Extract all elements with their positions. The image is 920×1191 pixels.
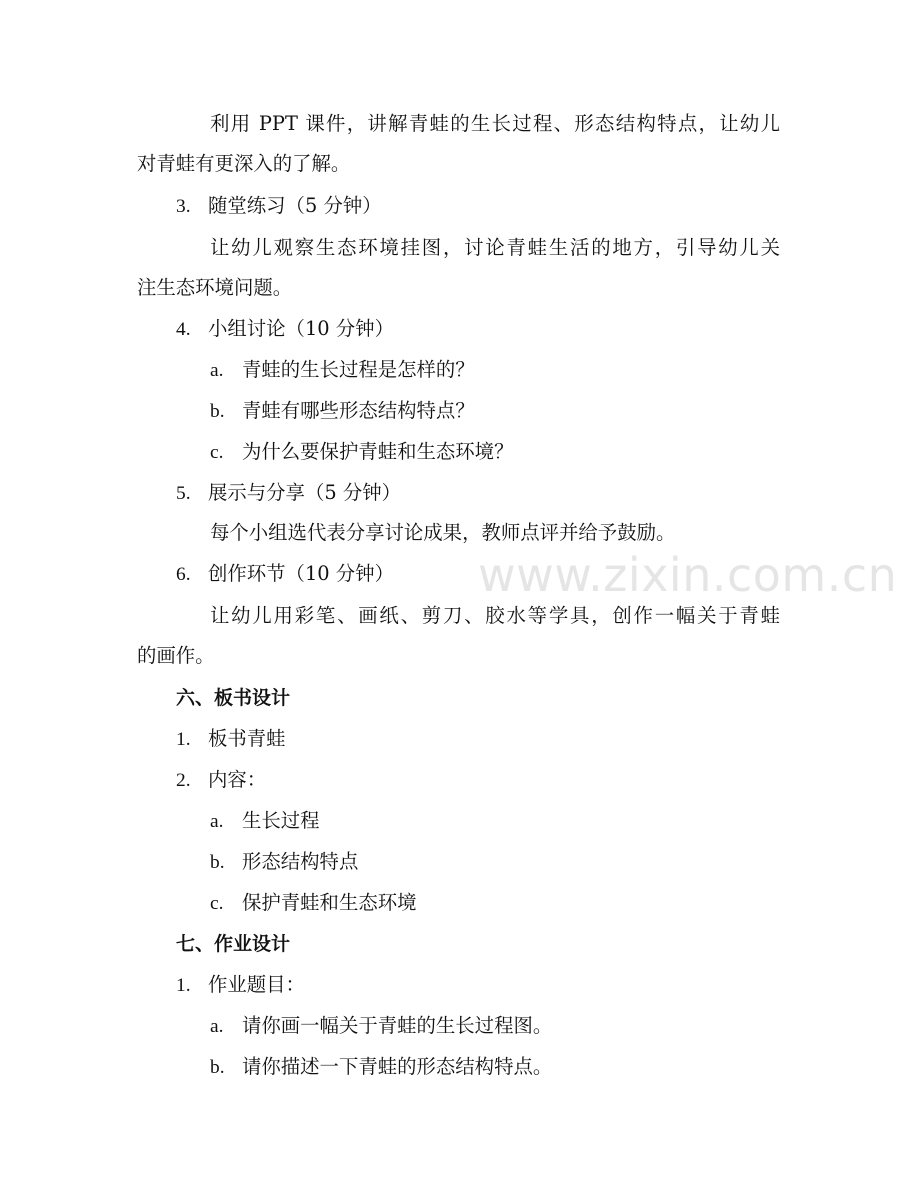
sub-list-item <box>210 890 417 917</box>
sub-list-text: 保护青蛙和生态环境 <box>242 891 417 914</box>
sub-list-item <box>210 357 475 384</box>
paragraph-line: 每个小组选代表分享讨论成果，教师点评并给予鼓励。 <box>210 521 676 544</box>
list-number: 2. <box>176 770 191 791</box>
sub-list-letter: c. <box>210 442 224 463</box>
sub-list-text: 请你画一幅关于青蛙的生长过程图。 <box>242 1014 553 1037</box>
list-number: 3. <box>176 196 191 217</box>
sub-list-text: 青蛙的生长过程是怎样的？ <box>242 358 475 381</box>
list-item-text: 展示与分享（5 分钟） <box>208 481 402 504</box>
paragraph-line: 对青蛙有更深入的了解。 <box>137 152 351 175</box>
sub-list-letter: c. <box>210 893 224 914</box>
sub-list-text: 青蛙有哪些形态结构特点？ <box>242 399 475 422</box>
paragraph-line: 注生态环境问题。 <box>137 276 293 299</box>
list-item-text: 作业题目： <box>208 973 305 996</box>
list-item-text: 创作环节（10 分钟） <box>208 562 394 585</box>
watermark: www.zixin.com.cn <box>478 548 898 602</box>
list-item <box>176 316 394 343</box>
list-number: 4. <box>176 319 191 340</box>
sub-list-item <box>210 849 358 876</box>
list-number: 1. <box>176 729 191 750</box>
sub-list-item <box>210 439 513 466</box>
sub-list-letter: a. <box>210 811 224 832</box>
list-number: 1. <box>176 975 191 996</box>
list-item-text: 内容： <box>208 768 267 791</box>
sub-list-letter: b. <box>210 852 225 873</box>
list-item <box>176 193 382 220</box>
sub-list-text: 请你描述一下青蛙的形态结构特点。 <box>242 1055 553 1078</box>
list-item-text: 随堂练习（5 分钟） <box>208 194 382 217</box>
list-item <box>176 767 266 794</box>
sub-list-item <box>210 808 320 835</box>
paragraph-line: 的画作。 <box>137 644 215 667</box>
sub-list-text: 形态结构特点 <box>242 850 359 873</box>
list-item <box>176 726 286 753</box>
sub-list-text: 为什么要保护青蛙和生态环境？ <box>242 440 514 463</box>
sub-list-text: 生长过程 <box>242 809 320 832</box>
list-item <box>176 480 401 507</box>
paragraph-line: 让幼儿观察生态环境挂图，讨论青蛙生活的地方，引导幼儿关 <box>210 236 780 259</box>
sub-list-letter: b. <box>210 1057 225 1078</box>
sub-list-item <box>210 398 475 425</box>
list-number: 6. <box>176 564 191 585</box>
list-item-text: 板书青蛙 <box>208 727 286 750</box>
section-heading: 七、作业设计 <box>176 933 291 955</box>
list-item <box>176 561 394 588</box>
sub-list-item <box>210 1054 552 1081</box>
list-number: 5. <box>176 483 191 504</box>
list-item-text: 小组讨论（10 分钟） <box>208 317 394 340</box>
sub-list-letter: a. <box>210 1016 224 1037</box>
paragraph-line: 利用 PPT 课件，讲解青蛙的生长过程、形态结构特点，让幼儿 <box>210 112 780 135</box>
sub-list-item <box>210 1013 552 1040</box>
sub-list-letter: b. <box>210 401 225 422</box>
section-heading: 六、板书设计 <box>176 687 291 709</box>
sub-list-letter: a. <box>210 360 224 381</box>
list-item <box>176 972 305 999</box>
paragraph-line: 让幼儿用彩笔、画纸、剪刀、胶水等学具，创作一幅关于青蛙 <box>210 604 780 627</box>
